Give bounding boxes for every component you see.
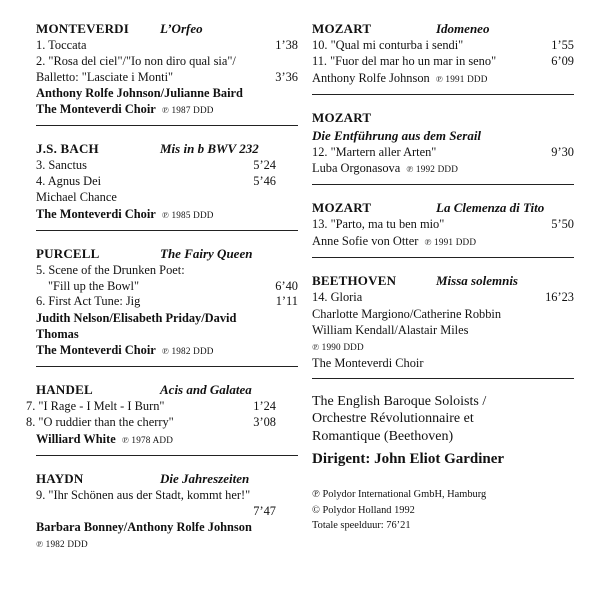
- track-line: [26, 415, 298, 431]
- work-title: Mis in b BWV 232: [160, 141, 259, 157]
- performer-line: [312, 70, 574, 87]
- track-line: [36, 504, 298, 520]
- track-line: [312, 54, 574, 70]
- performer-line: [36, 519, 298, 535]
- ensemble-line: The English Baroque Soloists /: [312, 393, 487, 409]
- composer-name: PURCELL: [36, 245, 100, 261]
- group-header: [312, 20, 574, 37]
- recording-credit: ℗ 1991 DDD: [435, 73, 488, 84]
- performer-line: [36, 310, 298, 326]
- composer-name: HAYDN: [36, 470, 84, 486]
- performer-name: The Monteverdi Choir: [36, 102, 156, 117]
- recording-credit: ℗ 1991 DDD: [424, 237, 477, 248]
- track-line: [36, 263, 298, 279]
- track-title: 5. Scene of the Drunken Poet:: [36, 262, 185, 277]
- track-group-purcell: [36, 245, 298, 367]
- credit-line: ℗ Polydor International GmbH, Hamburg: [312, 489, 487, 501]
- ensemble-line: Romantique (Beethoven): [312, 428, 454, 444]
- ensemble: [312, 393, 574, 446]
- group-header: [312, 272, 574, 289]
- track-group-mozart-entfuhrung: [312, 109, 574, 186]
- track-line: [36, 54, 298, 70]
- recording-credit: ℗ 1985 DDD: [161, 209, 214, 220]
- ensemble-line: Orchestre Révolutionnaire et: [312, 411, 474, 427]
- track-title: "Fill up the Bowl": [48, 278, 140, 293]
- label-credits: [312, 487, 574, 534]
- track-group-handel: [26, 381, 298, 456]
- track-line: [312, 145, 574, 161]
- left-column: [26, 20, 298, 573]
- track-title: 4. Agnus Dei: [36, 174, 102, 189]
- composer-name: MONTEVERDI: [36, 21, 130, 36]
- group-header: [36, 140, 298, 157]
- right-column: [312, 20, 574, 534]
- track-duration: 1’24: [253, 399, 276, 414]
- performer-line: [312, 160, 574, 177]
- track-group-beethoven: [312, 272, 574, 379]
- performer-name: Anthony Rolfe Johnson: [312, 70, 430, 85]
- track-group-mozart-idomeneo: [312, 20, 574, 95]
- track-line: [312, 290, 574, 306]
- track-title: 9. "Ihr Schönen aus der Stadt, kommt her!": [36, 487, 251, 502]
- performer-line: [312, 338, 574, 355]
- group-header: [36, 20, 298, 37]
- work-title: Idomeneo: [436, 21, 490, 36]
- track-duration: 1’55: [551, 38, 574, 52]
- performer-line: [36, 326, 298, 342]
- performer-name: Barbara Bonney/Anthony Rolfe Johnson: [36, 520, 252, 535]
- performer-line: [36, 431, 298, 448]
- track-duration: 3’36: [275, 69, 298, 84]
- performer-name: The Monteverdi Choir: [312, 355, 424, 370]
- track-title: 13. "Parto, ma tu ben mio": [312, 217, 445, 232]
- recording-credit: ℗ 1982 DDD: [36, 539, 88, 550]
- track-group-haydn: [36, 470, 298, 560]
- track-duration: 5’46: [253, 174, 276, 189]
- performer-name: Anne Sofie von Otter: [312, 234, 419, 249]
- performer-name: William Kendall/Alastair Miles: [312, 322, 469, 337]
- work-title: Acis and Galatea: [160, 382, 252, 398]
- work-title: L’Orfeo: [160, 21, 203, 36]
- track-title: 3. Sanctus: [36, 158, 87, 173]
- performer-line: [312, 233, 574, 250]
- group-header: [312, 109, 574, 126]
- composer-name: MOZART: [312, 200, 372, 216]
- performer-name: The Monteverdi Choir: [36, 343, 156, 358]
- track-title: 12. "Martern aller Arten": [312, 144, 437, 159]
- track-line: [36, 190, 298, 206]
- credit-line: © Polydor Holland 1992: [312, 504, 415, 516]
- conductor: Dirigent: John Eliot Gardiner: [312, 451, 505, 468]
- composer-name: J.S. BACH: [36, 141, 99, 157]
- performer-name: Judith Nelson/Elisabeth Priday/David: [36, 311, 237, 326]
- track-title: 1. Toccata: [36, 38, 87, 52]
- work-title: La Clemenza di Tito: [436, 200, 545, 216]
- track-duration: 16’23: [545, 290, 574, 305]
- track-line: [36, 294, 298, 310]
- performer-line: [36, 101, 298, 118]
- track-line: [26, 399, 298, 415]
- track-duration: 1’38: [275, 38, 298, 52]
- composer-name: MOZART: [312, 21, 372, 36]
- track-duration: 9’30: [551, 144, 574, 159]
- track-group-mozart-tito: [312, 199, 574, 258]
- track-title: 2. "Rosa del ciel"/"Io non diro qual sia"/: [36, 53, 236, 68]
- track-group-monteverdi: [36, 20, 298, 126]
- performer-name: The Monteverdi Choir: [36, 206, 156, 221]
- performer-line: [312, 322, 574, 338]
- recording-credit: ℗ 1978 ADD: [121, 434, 174, 445]
- track-line: [312, 38, 574, 54]
- track-group-bach: [36, 140, 298, 230]
- performer-name: Thomas: [36, 327, 79, 342]
- track-title: Balletto: "Lasciate i Monti": [36, 69, 174, 84]
- track-title: 6. First Act Tune: Jig: [36, 294, 141, 309]
- recording-credit: ℗ 1982 DDD: [161, 346, 214, 357]
- group-header: [312, 199, 574, 216]
- track-line: [36, 158, 298, 174]
- performer-line: [312, 306, 574, 322]
- work-title: The Fairy Queen: [160, 245, 253, 261]
- track-duration: 5’24: [253, 158, 276, 173]
- recording-credit: ℗ 1990 DDD: [312, 341, 364, 352]
- performer-name: Michael Chance: [36, 189, 117, 204]
- composer-name: MOZART: [312, 109, 372, 125]
- performer-line: [36, 206, 298, 223]
- track-title: 7. "I Rage - I Melt - I Burn": [26, 399, 165, 414]
- track-line: [312, 217, 574, 233]
- work-title: Die Jahreszeiten: [160, 470, 250, 486]
- track-title: 8. "O ruddier than the cherry": [26, 414, 174, 429]
- performer-line: [36, 535, 298, 552]
- track-line: [36, 38, 298, 54]
- performer-name: Anthony Rolfe Johnson/Julianne Baird: [36, 86, 243, 101]
- track-line: [36, 488, 298, 504]
- performer-line: [312, 355, 574, 371]
- track-title: 14. Gloria: [312, 290, 363, 305]
- performer-name: Williard White: [36, 431, 116, 446]
- track-duration: 6’40: [275, 278, 298, 293]
- group-header: [36, 470, 298, 487]
- track-line: [36, 174, 298, 190]
- work-title: Missa solemnis: [436, 273, 518, 289]
- track-duration: 1’11: [275, 294, 298, 309]
- work-title: Die Entführung aus dem Serail: [312, 127, 482, 143]
- performer-name: Luba Orgonasova: [312, 161, 401, 176]
- composer-name: BEETHOVEN: [312, 273, 397, 289]
- group-header: [36, 381, 298, 398]
- performer-line: [36, 342, 298, 359]
- composer-name: HANDEL: [36, 382, 93, 398]
- track-duration: 3’08: [253, 414, 276, 429]
- performer-line: [36, 85, 298, 101]
- track-line: [36, 279, 298, 295]
- credit-line: Totale speelduur: 76’21: [312, 520, 411, 532]
- track-line: [36, 70, 298, 86]
- track-title: 10. "Qual mi conturba i sendi": [312, 38, 464, 52]
- track-title: 11. "Fuor del mar ho un mar in seno": [312, 53, 497, 68]
- recording-credit: ℗ 1987 DDD: [161, 105, 214, 116]
- track-duration: 6’09: [551, 53, 574, 68]
- group-header-work: [312, 127, 574, 144]
- track-duration: 5’50: [551, 217, 574, 232]
- recording-credit: ℗ 1992 DDD: [406, 164, 459, 175]
- performer-name: Charlotte Margiono/Catherine Robbin: [312, 306, 502, 321]
- track-duration: 7’47: [253, 503, 276, 518]
- group-header: [36, 245, 298, 262]
